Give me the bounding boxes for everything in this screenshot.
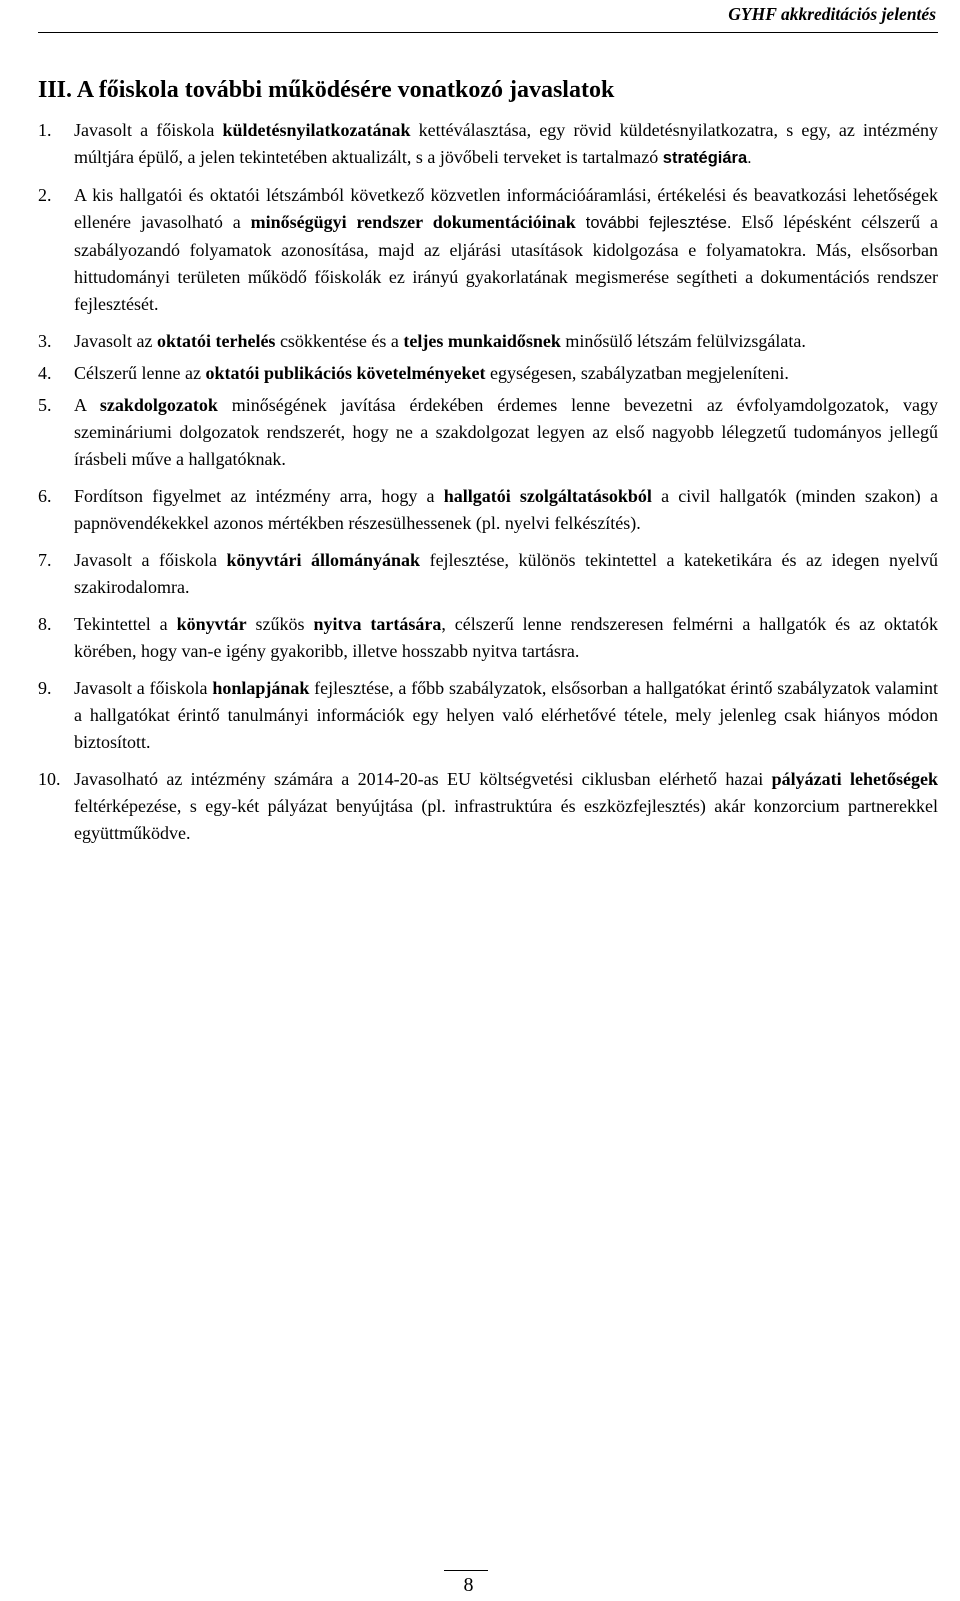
item-number: 7.	[38, 550, 52, 570]
item-emphasis: könyvtári állományának	[226, 550, 421, 570]
item-text: .	[747, 149, 752, 167]
list-item	[38, 360, 938, 387]
item-text: fejlesztése, különös tekintettel a kateketikára és az idegen nyelvű szakirodalomra.	[74, 550, 938, 597]
item-text: Javasolt a főiskola	[74, 550, 227, 570]
page-number: 8	[463, 1574, 474, 1596]
item-emphasis: pályázati lehetőségek	[771, 769, 938, 789]
item-emphasis: hallgatói szolgáltatásokból	[443, 486, 652, 506]
item-number: 5.	[38, 395, 52, 415]
item-number: 6.	[38, 486, 52, 506]
item-text: egységesen, szabályzatban megjeleníteni.	[485, 363, 789, 383]
item-text: szűkös	[246, 614, 314, 634]
item-text: Első lépésként célszerű a szabályozandó folyamatok azonosítása, majd az eljárási utasítások kidolgozása e folyamatokra. Más, elsősorban hittudományi területen működő főiskolák ez irányú gyakorlatának megismerése segítheti a dokumentációs rendszer fejlesztését.	[74, 212, 939, 314]
item-emphasis: oktatói publikációs követelményeket	[205, 363, 486, 383]
item-text: Fordítson figyelmet az intézmény arra, hogy a	[74, 486, 444, 506]
item-text: A kis hallgatói és oktatói létszámból következő közvetlen információáramlási, értékelési és beavatkozási lehetőségek ellenére javasolható a	[74, 185, 938, 232]
list-item	[38, 766, 938, 847]
item-text: Javasolt a főiskola	[74, 678, 213, 698]
recommendation-list	[38, 117, 938, 857]
item-text: további fejlesztése.	[575, 214, 732, 232]
list-item	[38, 182, 938, 318]
section-title: III. A főiskola további működésére vonatkozó javaslatok	[38, 77, 615, 103]
list-item	[38, 328, 938, 355]
item-text: fejlesztése, a főbb szabályzatok, elsősorban a hallgatókat érintő szabályzatok valamint a hallgatókat érintő tanulmányi információk egy helyen való elérhetővé tétele, mely jelenleg csak hiányos módon biztosított.	[74, 678, 938, 752]
item-emphasis: szakdolgozatok	[99, 395, 218, 415]
item-number: 1.	[38, 120, 52, 140]
item-text: a civil hallgatók (minden szakon) a papnövendékekkel azonos mértékben részesülhessenek (pl. nyelvi felkészítés).	[74, 486, 938, 533]
item-text: minősülő létszám felülvizsgálata.	[560, 331, 806, 351]
item-text: Javasolható az intézmény számára a 2014-20-as EU költségvetési ciklusban elérhető hazai	[74, 769, 772, 789]
item-emphasis: küldetésnyilatkozatának	[222, 120, 411, 140]
list-item	[38, 611, 938, 665]
list-item	[38, 392, 938, 473]
item-number: 3.	[38, 331, 52, 351]
list-item	[38, 547, 938, 601]
item-number: 10.	[38, 769, 61, 789]
item-emphasis: nyitva tartására	[313, 614, 442, 634]
item-emphasis: teljes munkaidősnek	[403, 331, 561, 351]
item-text: feltérképezése, s egy-két pályázat benyújtása (pl. infrastruktúra és eszközfejlesztés) akár konzorcium partnerekkel együttműködve.	[74, 796, 938, 843]
item-text: csökkentése és a	[275, 331, 404, 351]
footer-rule	[444, 1570, 488, 1571]
item-number: 9.	[38, 678, 52, 698]
item-text: kettéválasztása, egy rövid küldetésnyilatkozatra, s egy, az intézmény múltjára épülő, a jelen tekintetében aktualizált, s a jövőbeli terveket is tartalmazó	[74, 120, 938, 167]
item-emphasis: oktatói terhelés	[156, 331, 276, 351]
item-text: minőségének javítása érdekében érdemes lenne bevezetni az évfolyamdolgozatok, vagy szemináriumi dolgozatok rendszerét, hogy ne a szakdolgozat legyen az első nagyobb lélegzetű tudományos jellegű írásbeli műve a hallgatóknak.	[74, 395, 938, 469]
item-emphasis: honlapjának	[212, 678, 310, 698]
item-number: 4.	[38, 363, 52, 383]
item-emphasis: stratégiára	[662, 149, 748, 167]
item-emphasis: minőségügyi rendszer dokumentációinak	[250, 212, 576, 232]
item-text: , célszerű lenne rendszeresen felmérni a hallgatók és az oktatók körében, hogy van-e igény gyakoribb, illetve hosszabb nyitva tartásra.	[74, 614, 938, 661]
item-number: 2.	[38, 185, 52, 205]
item-emphasis: könyvtár	[176, 614, 247, 634]
item-text: Javasolt az	[74, 331, 157, 351]
item-text: Javasolt a főiskola	[74, 120, 223, 140]
list-item	[38, 483, 938, 537]
item-text: Tekintettel a	[74, 614, 177, 634]
running-header: GYHF akkreditációs jelentés	[728, 4, 936, 24]
item-text: A	[74, 395, 100, 415]
list-item	[38, 675, 938, 756]
item-number: 8.	[38, 614, 52, 634]
item-text: Célszerű lenne az	[74, 363, 206, 383]
header-rule	[38, 32, 938, 33]
list-item	[38, 117, 938, 172]
